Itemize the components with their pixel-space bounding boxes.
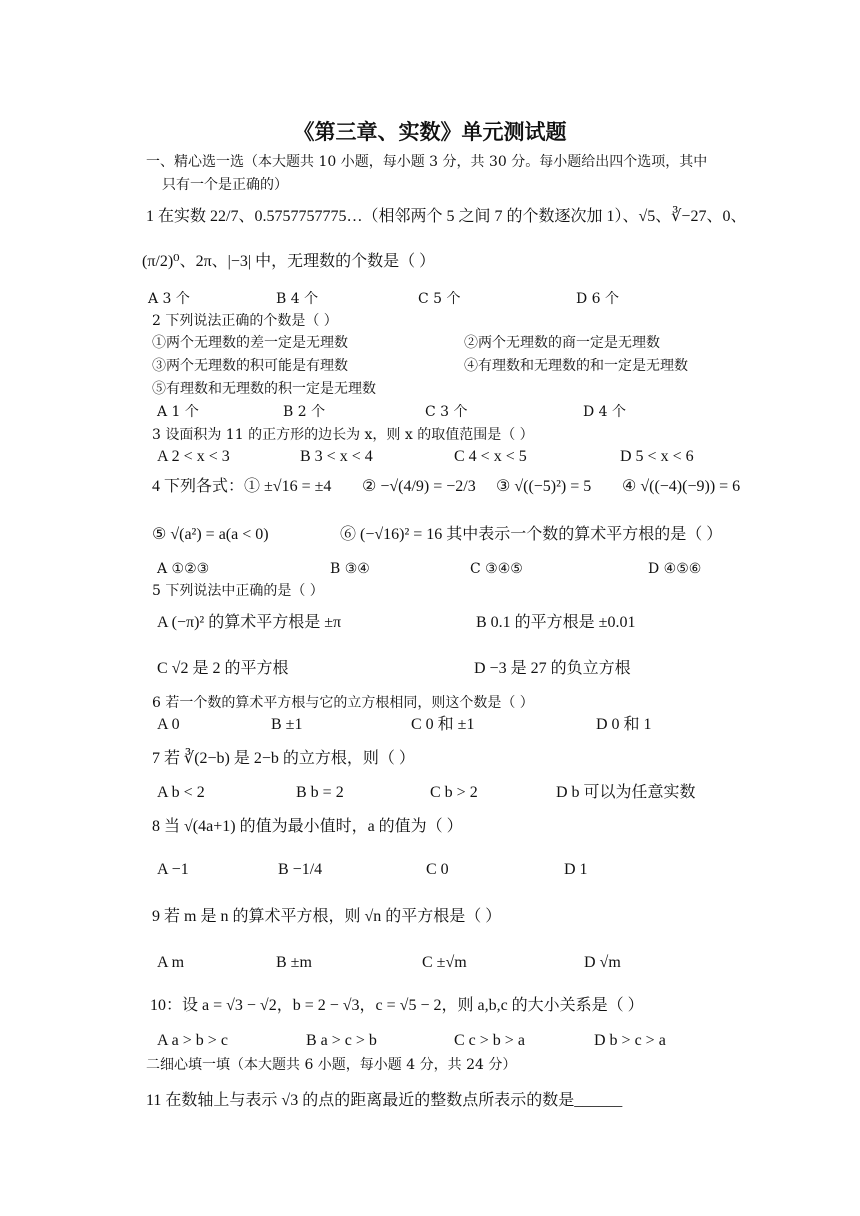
q9-option-b: B ±m bbox=[276, 954, 312, 971]
q10-option-b: B a > c > b bbox=[306, 1032, 377, 1049]
q7-option-c: C b > 2 bbox=[430, 784, 478, 801]
q3-option-c: C 4 < x < 5 bbox=[454, 448, 527, 465]
q1-option-c: C 5 个 bbox=[418, 291, 461, 307]
q7-option-d: D b 可以为任意实数 bbox=[556, 784, 696, 801]
q10-stem: 10：设 a = √3 − √2，b = 2 − √3，c = √5 − 2，则 a,b,c 的大小关系是（ ） bbox=[150, 997, 644, 1014]
q8-option-c: C 0 bbox=[426, 861, 449, 878]
q4-expression-1: 4 下列各式：① ±√16 = ±4 bbox=[152, 478, 332, 495]
q6-option-a: A 0 bbox=[157, 716, 180, 733]
q2-stem: 2 下列说法正确的个数是（ ） bbox=[152, 313, 338, 329]
q10-option-c: C c > b > a bbox=[454, 1032, 525, 1049]
section1-heading-line1: 一、精心选一选（本大题共 10 小题，每小题 3 分，共 30 分。每小题给出四个选项，其中 bbox=[146, 154, 708, 170]
q4-expression-5: ⑤ √(a²) = a(a < 0) bbox=[152, 526, 269, 543]
q2-statement-5: ⑤有理数和无理数的积一定是无理数 bbox=[152, 381, 376, 397]
q4-expression-3: ③ √((−5)²) = 5 bbox=[496, 478, 592, 495]
q2-option-d: D 4 个 bbox=[583, 404, 627, 420]
q5-option-d: D −3 是 27 的负立方根 bbox=[474, 660, 631, 677]
q4-expression-4: ④ √((−4)(−9)) = 6 bbox=[622, 478, 741, 495]
q6-stem: 6 若一个数的算术平方根与它的立方根相同，则这个数是（ ） bbox=[152, 695, 534, 711]
q1-line2: (π/2)⁰、2π、|−3| 中，无理数的个数是（ ） bbox=[142, 253, 436, 270]
q4-option-c: C ③④⑤ bbox=[470, 561, 523, 577]
q9-option-a: A m bbox=[157, 954, 185, 971]
q4-option-a: A ①②③ bbox=[157, 561, 210, 577]
q5-option-a: A (−π)² 的算术平方根是 ±π bbox=[157, 614, 342, 631]
q3-option-b: B 3 < x < 4 bbox=[300, 448, 373, 465]
q6-option-b: B ±1 bbox=[271, 716, 303, 733]
q7-option-b: B b = 2 bbox=[296, 784, 344, 801]
q8-option-a: A −1 bbox=[157, 861, 189, 878]
section1-heading-line2: 只有一个是正确的） bbox=[162, 177, 288, 193]
q10-option-d: D b > c > a bbox=[594, 1032, 666, 1049]
q9-option-c: C ±√m bbox=[422, 954, 467, 971]
q3-stem: 3 设面积为 11 的正方形的边长为 x，则 x 的取值范围是（ ） bbox=[152, 427, 534, 443]
q6-option-c: C 0 和 ±1 bbox=[411, 716, 475, 733]
q5-option-c: C √2 是 2 的平方根 bbox=[157, 660, 289, 677]
q8-option-b: B −1/4 bbox=[278, 861, 323, 878]
q1-option-a: A 3 个 bbox=[148, 291, 190, 307]
q2-option-c: C 3 个 bbox=[425, 404, 468, 420]
q10-option-a: A a > b > c bbox=[157, 1032, 228, 1049]
q4-expression-2: ② −√(4/9) = −2/3 bbox=[362, 478, 476, 495]
q1-option-d: D 6 个 bbox=[576, 291, 620, 307]
q1-option-b: B 4 个 bbox=[276, 291, 319, 307]
q2-statement-1: ①两个无理数的差一定是无理数 bbox=[152, 335, 348, 351]
q2-option-a: A 1 个 bbox=[157, 404, 199, 420]
q9-stem: 9 若 m 是 n 的算术平方根，则 √n 的平方根是（ ） bbox=[152, 908, 502, 925]
q8-option-d: D 1 bbox=[564, 861, 588, 878]
q8-stem: 8 当 √(4a+1) 的值为最小值时，a 的值为（ ） bbox=[152, 818, 463, 835]
q2-statement-4: ④有理数和无理数的和一定是无理数 bbox=[464, 358, 688, 374]
section2-heading: 二细心填一填（本大题共 6 小题，每小题 4 分，共 24 分） bbox=[146, 1057, 517, 1073]
q3-option-d: D 5 < x < 6 bbox=[620, 448, 694, 465]
q2-statement-2: ②两个无理数的商一定是无理数 bbox=[464, 335, 660, 351]
q3-option-a: A 2 < x < 3 bbox=[157, 448, 230, 465]
q2-statement-3: ③两个无理数的积可能是有理数 bbox=[152, 358, 348, 374]
q11-stem: 11 在数轴上与表示 √3 的点的距离最近的整数点所表示的数是______ bbox=[146, 1092, 623, 1109]
q5-stem: 5 下列说法中正确的是（ ） bbox=[152, 583, 324, 599]
page-title: 《第三章、实数》单元测试题 bbox=[293, 120, 567, 144]
q7-option-a: A b < 2 bbox=[157, 784, 205, 801]
q5-option-b: B 0.1 的平方根是 ±0.01 bbox=[476, 614, 636, 631]
q6-option-d: D 0 和 1 bbox=[596, 716, 652, 733]
q4-expression-6: ⑥ (−√16)² = 16 其中表示一个数的算术平方根的是（ ） bbox=[340, 526, 723, 543]
q1-line1: 1 在实数 22/7、0.5757757775…（相邻两个 5 之间 7 的个数逐次加 1）、√5、∛−27、0、 bbox=[146, 208, 747, 225]
q9-option-d: D √m bbox=[584, 954, 621, 971]
q7-stem: 7 若 ∛(2−b) 是 2−b 的立方根，则（ ） bbox=[152, 750, 415, 767]
q4-option-d: D ④⑤⑥ bbox=[648, 561, 702, 577]
q4-option-b: B ③④ bbox=[330, 561, 370, 577]
q2-option-b: B 2 个 bbox=[283, 404, 326, 420]
